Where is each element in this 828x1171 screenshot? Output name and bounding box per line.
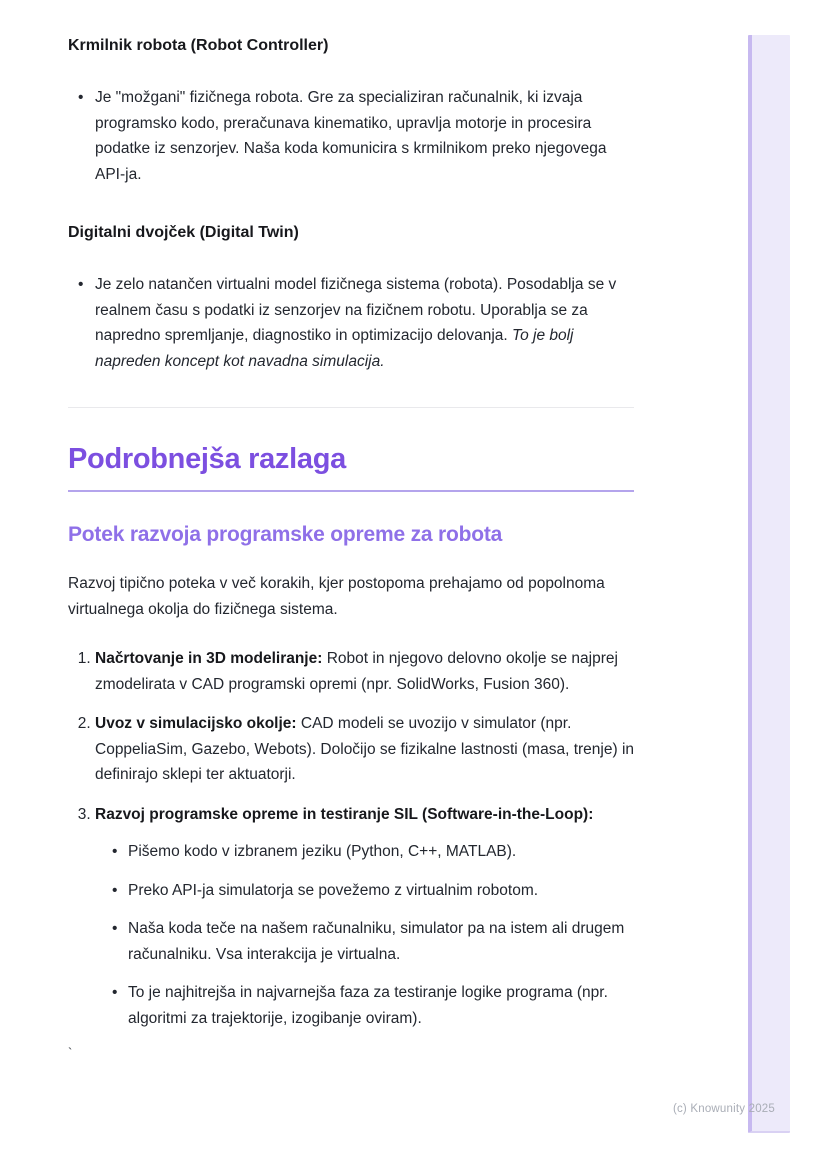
footer-copyright: (c) Knowunity 2025: [672, 1103, 775, 1115]
stray-backtick: `: [68, 1045, 73, 1060]
list-item: [95, 85, 634, 187]
page-title: Podrobnejša razlaga: [68, 443, 346, 475]
robot-controller-list: [68, 85, 634, 187]
step-2-text: CAD modeli se uvozijo v simulator (npr. CoppeliaSim, Gazebo, Webots). Določijo se fizikalne lastnosti (masa, trenje) in definirajo sklepi ter aktuatorji.: [95, 715, 635, 783]
section-divider: [68, 407, 634, 408]
sub-list-item: [128, 878, 634, 904]
sil-bullet-4: To je najhitrejša in najvarnejša faza za testiranje logike programa (npr. algoritmi za trajektorije, izogibanje oviram).: [128, 984, 608, 1027]
list-item: [95, 272, 634, 374]
step-item-1: [95, 646, 634, 697]
step-3-lead: Razvoj programske opreme in testiranje SIL (Software-in-the-Loop):: [95, 805, 594, 823]
sub-list-item: [128, 980, 634, 1031]
sub-list-item: [128, 916, 634, 967]
heading-digital-twin: Digitalni dvojček (Digital Twin): [68, 224, 299, 241]
step-item-2: [95, 711, 634, 788]
sil-bullet-3: Naša koda teče na našem računalniku, simulator pa na istem ali drugem računalniku. Vsa interakcija je virtualna.: [128, 920, 625, 963]
intro-paragraph: Razvoj tipično poteka v več korakih, kjer postopoma prehajamo od popolnoma virtualnega okolja do fizičnega sistema.: [68, 575, 605, 618]
step-1-text: Robot in njegovo delovno okolje se najprej zmodelirata v CAD programski opremi (npr. SolidWorks, Fusion 360).: [95, 650, 618, 693]
sil-sub-list: [95, 839, 634, 1031]
step-2-lead: Uvoz v simulacijsko okolje:: [95, 715, 297, 732]
digital-twin-list: [68, 272, 634, 374]
sub-list-item: [128, 839, 634, 865]
scrollbar-track[interactable]: [748, 35, 790, 1133]
development-steps-list: [68, 646, 634, 1031]
step-1-lead: Načrtovanje in 3D modeliranje:: [95, 650, 323, 667]
document-body: [68, 0, 634, 1060]
sil-bullet-1: Pišemo kodo v izbranem jeziku (Python, C++, MATLAB).: [128, 843, 517, 860]
digital-twin-italic-text: To je bolj napreden koncept kot navadna simulacija.: [95, 327, 574, 370]
section-subtitle: Potek razvoja programske opreme za robota: [68, 523, 503, 546]
step-item-3: [95, 802, 634, 1032]
robot-controller-text: Je "možgani" fizičnega robota. Gre za specializiran računalnik, ki izvaja programsko kodo, preračunava kinematiko, upravlja motorje in procesira podatke iz senzorjev. Naša koda komunicira s krmilnikom preko njegovega API-ja.: [95, 89, 607, 183]
digital-twin-text: Je zelo natančen virtualni model fizičnega sistema (robota). Posodablja se v realnem času s podatki iz senzorjev na fizičnem robotu. Uporablja se za napredno spremljanje, diagnostiko in optimizacijo delovanja.: [95, 276, 617, 344]
sil-bullet-2: Preko API-ja simulatorja se povežemo z virtualnim robotom.: [128, 881, 539, 899]
heading-robot-controller: Krmilnik robota (Robot Controller): [68, 37, 329, 54]
title-underline: [68, 490, 634, 492]
